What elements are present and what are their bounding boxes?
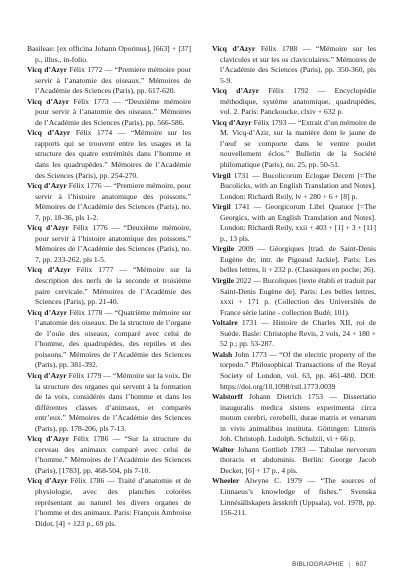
bib-entry [212,86,376,118]
bib-text: Félix 1786 — “Sur la structure du cerveau des animaux comparé avec celui de l’homme.” Mémoires de l’Académie des Sciences (Paris), [1783], pp. 468-504, pls 7-10. [35,434,192,475]
bib-text: 1731 — Bucolicorum Eclogae Decem [=The Bucolicks, with an English Translation and Notes]. London: Richardi Reily, lv + 280 + 6 + [8] p. [220,170,376,201]
bib-text: Félix 1776 — “Deuxième mémoire, pour servir à l’histoire anatomique des poissons.” Mémoires de l’Académie des Sciences (Paris), no. 7, pp. 233-262, pls 1-5. [35,223,192,264]
bibliography-column-left [27,44,191,529]
bib-entry [212,445,376,477]
bib-entry [27,223,191,265]
bib-entry [27,265,191,307]
bib-text: Félix 1793 — “Extrait d’un mémoire de M. Vicq-d’Azir, sur la manière dont le jaune de l’œuf se comporte dans le ventre poulet nouvellement éclos.” Bulletin de la Société philomatique (Paris), no. 25, pp. 50-51. [220,117,376,170]
bib-text: Félix 1792 — Encyclopédie méthodique, système anatomique, quadrupèdes, vol. 2. Paris: Panckoucke, clxiv + 632 p. [220,86,376,117]
bib-author: Vicq d’Azyr [212,44,256,53]
bib-text: Johann Gottlieb 1783 — Tabulae nervorum thoracis et abdominis. Berlin: George Jacob Decker, [6] + 17 p., 4 pls. [220,444,377,475]
bib-author: Vicq d’Azyr [27,96,70,106]
bib-entry [212,171,376,203]
bib-author: Virgil [212,202,231,212]
bib-author: Vicq d’Azyr [212,86,259,96]
bib-author: Virgil [212,170,231,180]
bib-author: Virgile [212,244,235,254]
bib-author: Voltaire [212,318,238,328]
bib-text: Johann Dietrich 1753 — Dissertatio inauguralis medica sistens experimenta circa motum cerebri, cerebelli, durae matris et venarum in vivis animalibus instituta. Göttingen: Litteris Joh. Christoph. Ludolph. Schulzii, vi + 66 p. [220,392,376,444]
bib-text: Alwyne C. 1979 — “The sources of Linnaeus’s knowledge of fishes.” Svenska Linnésällskapets årsskrift (Uppsala), vol. 1978, pp. 156-211. [220,476,377,518]
bib-author: Wheeler [212,476,240,486]
bib-entry [27,65,191,97]
bib-text: Félix 1777 — “Mémoire sur la description des nerfs de la seconde et troisième paire cervicale.” Mémoires de l’Académie des Sciences (Paris), pp. 21-40. [35,265,191,307]
bib-author: Vicq d’Azyr [27,65,67,75]
bib-entry [212,350,376,392]
bib-author: Virgile [212,276,235,286]
bib-text: 2009 — Géorgiques [trad. de Saint-Denis Eugène de; intr. de Pigeaud Jackie]. Paris: Les belles lettres, li + 232 p. (Classiques en poche; 26). [220,244,376,275]
bib-entry [27,128,191,181]
bib-text: Félix 1778 — “Quatrième mémoire sur l’anatomie des oiseaux. De la structure de l’organe de l’ouïe des oiseaux, comparé avec celui de l’homme, des quadrupèdes, des reptiles et des poissons.” Mémoires de l’Académie des Sciences (Paris), pp. 381-392. [35,307,191,370]
page-number: 607 [355,561,367,568]
bib-entry [212,202,376,244]
bib-text: Basileae: [ex officina Johann Oporinus], [663] + [37] p., illus., in-folio. [27,44,191,64]
bib-entry [27,44,191,65]
bib-entry [212,392,376,445]
bibliography-column-right [212,44,376,519]
bib-entry [27,181,191,223]
footer-separator: | [348,561,351,568]
bib-entry [27,371,191,434]
bib-author: Walsh [212,349,233,359]
bib-text: John 1773 — “Of the electric property of the torpedo.” Philosophical Transactions of the Royal Society of London, vol. 63, pp. 461-480. DOI: https://doi.org/10.1098/rstl.1773.0039 [220,349,376,391]
bib-entry [212,244,376,276]
bib-text: Félix 1788 — “Mémoire sur les clavicules et sur les os claviculaires.” Mémoires de l’Académie des Sciences (Paris), pp. 350-360, pls 5-9. [220,44,376,85]
bib-author: Vicq d’Azyr [27,128,71,138]
bib-text: Félix 1773 — “Deuxième mémoire pour servir à l’anatomie des oiseaux.” Mémoires de l’Académie des Sciences (Paris), pp. 566-586. [35,96,191,127]
bib-text: 1741 — Georgicorum Libri Quatuor [=The Georgics, with an English Translation and Notes]. London: Richardi Reily, xxii + 403 + [1] + 3 + [11] p., 13 pls. [220,202,376,243]
bib-author: Vicq d’Azyr [27,434,69,444]
bib-author: Vicq d’Azyr [27,307,67,317]
bib-text: Félix 1774 — “Mémoire sur les rapports qui se trouvent entre les usages et la structure des quatre extrémités dans l’homme et dans les quadrupèdes.” Mémoires de l’Académie des Sciences (Paris), pp. 254-270. [35,128,191,180]
bib-text: 2022 — Bucoliques [texte établi et traduit par Saint-Denis Eugène de]. Paris: Les belles lettres, xxxi + 171 p. (Collection des Universités de France série latine - collection Budé; 101). [220,276,376,317]
bib-author: Vicq d’Azyr [27,265,71,275]
bib-entry [212,44,376,86]
bib-text: 1731 — Histoire de Charles XII, roi de Suède. Basle: Christophe Revis, 2 vols, 24 + 180 + 52 p.; pp. 53-287. [220,318,376,349]
bib-author: Walstorff [212,392,243,402]
bib-entry [27,476,191,529]
bib-text: Félix 1786 — Traité d’anatomie et de physiologie, avec des planches colorées représentant au naturel les divers organes de l’homme et des animaux. Paris: François Ambroise Didot, [4] + 123 p., 69 pls. [35,476,192,528]
bib-entry [27,434,191,476]
bib-entry [212,276,376,318]
bib-text: Félix 1772 — “Premiere mémoire pour servir à l’anatomie des oiseaux.” Mémoires de l’Académie des Sciences (Paris), pp. 617-620. [35,65,191,96]
bib-entry [27,97,191,129]
bib-author: Vicq d’Azyr [27,476,68,486]
bib-author: Vicq d’Azyr [212,117,252,127]
footer-section-title: BIBLIOGRAPHIE [292,561,344,568]
bib-text: Félix 1779 — “Mémoire sur la voix. De la structure des organes qui servent à la formation de la voix, considérés dans l’homme et dans les différentes classes d’animaux, et comparés entr’eux.” Mémoires de l’Académie des Sciences (Paris), pp. 178-206, pls 7-13. [35,370,191,433]
bib-author: Vicq d’Azyr [27,370,67,380]
bib-author: Walter [212,444,235,454]
page-footer [292,561,367,568]
bib-author: Vicq d’Azyr [27,181,67,191]
bib-entry [212,118,376,171]
bib-entry [212,476,376,518]
bib-entry [27,308,191,371]
bib-text: Félix 1776 — “Premiere mémoire, pour servir à l’histoire anatomique des poissons.” Mémoires de l’Académie des Sciences (Paris), no. 7, pp. 18-36, pls 1-2. [35,181,191,222]
bib-author: Vicq d’Azyr [27,223,69,233]
bib-entry [212,318,376,350]
